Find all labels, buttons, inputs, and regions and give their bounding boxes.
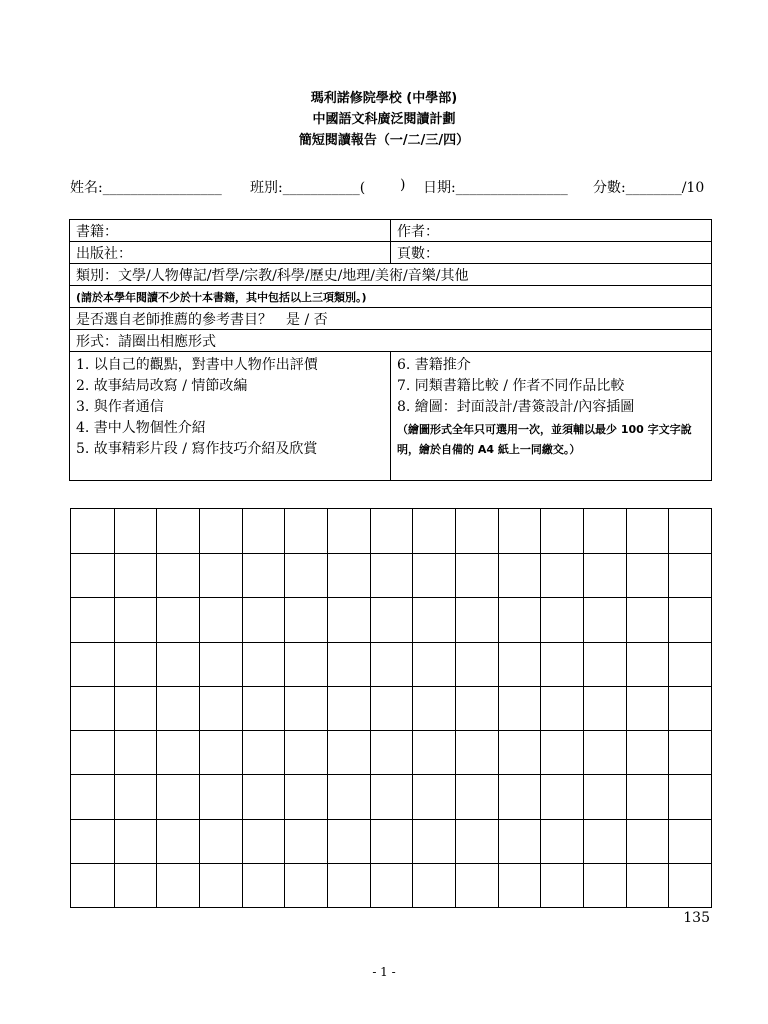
student-info-line (70, 177, 712, 197)
grid-row-line (71, 730, 711, 731)
format-options-right (391, 352, 712, 481)
grid-column-line (156, 509, 157, 907)
format-cell: 形式：請圈出相應形式 (70, 330, 712, 352)
grid-column-line (498, 509, 499, 907)
grid-column-line (455, 509, 456, 907)
page-number: - 1 - (372, 965, 396, 979)
format-option-4[interactable]: 4. 書中人物個性介紹 (76, 420, 206, 436)
format-option-5[interactable]: 5. 故事精彩片段 / 寫作技巧介紹及欣賞 (76, 441, 318, 457)
format-option-6[interactable]: 6. 書籍推介 (397, 357, 471, 373)
grid-column-line (370, 509, 371, 907)
book-title-cell[interactable]: 書籍： (70, 220, 391, 242)
grid-column-line (199, 509, 200, 907)
school-title: 瑪利諾修院學校 (中學部) (310, 91, 458, 106)
name-field[interactable]: 姓名:_________________ (70, 180, 222, 196)
grid-row-line (71, 819, 711, 820)
grid-column-line (114, 509, 115, 907)
grid-column-line (626, 509, 627, 907)
grid-row-line (71, 774, 711, 775)
grid-column-line (583, 509, 584, 907)
book-info-table (69, 219, 712, 481)
report-title: 簡短閱讀報告（一/二/三/四） (298, 133, 470, 148)
grid-column-line (412, 509, 413, 907)
category-note: (請於本學年閱讀不少於十本書籍，其中包括以上三項類別。) (70, 286, 712, 308)
document-header (0, 88, 768, 151)
recommended-cell[interactable]: 是否選自老師推薦的參考書目？ 是 / 否 (70, 308, 712, 330)
program-title: 中國語文科廣泛閱讀計劃 (312, 112, 456, 127)
format-option-8[interactable]: 8. 繪圖：封面設計/書簽設計/內容插圖 (397, 399, 635, 415)
category-cell[interactable]: 類別：文學/人物傳記/哲學/宗教/科學/歷史/地理/美術/音樂/其他 (70, 264, 712, 286)
pages-cell[interactable]: 頁數： (391, 242, 712, 264)
grid-column-line (668, 509, 669, 907)
class-field[interactable]: 班別:___________( (250, 180, 366, 196)
grid-column-line (242, 509, 243, 907)
grid-row-line (71, 553, 711, 554)
grid-column-line (284, 509, 285, 907)
grid-row-line (71, 642, 711, 643)
grid-column-line (327, 509, 328, 907)
format-option-3[interactable]: 3. 與作者通信 (76, 399, 164, 415)
grid-row-line (71, 597, 711, 598)
writing-grid[interactable] (70, 508, 712, 908)
format-option-2[interactable]: 2. 故事結局改寫 / 情節改編 (76, 378, 248, 394)
score-field[interactable]: 分數:________/10 (593, 180, 705, 196)
grid-row-line (71, 686, 711, 687)
format-option-1[interactable]: 1. 以自己的觀點，對書中人物作出評價 (76, 357, 318, 373)
date-field[interactable]: 日期:________________ (423, 180, 568, 196)
grid-column-line (540, 509, 541, 907)
format-options-left (70, 352, 391, 481)
grid-row-line (71, 863, 711, 864)
class-number-close: ) (400, 177, 406, 193)
drawing-note: （繪圖形式全年只可選用一次，並須輔以最少 100 字文字說明，繪於自備的 A4 紙上一同繳交。） (397, 423, 692, 456)
grid-character-count: 135 (683, 910, 710, 926)
author-cell[interactable]: 作者： (391, 220, 712, 242)
publisher-cell[interactable]: 出版社： (70, 242, 391, 264)
format-option-7[interactable]: 7. 同類書籍比較 / 作者不同作品比較 (397, 378, 625, 394)
